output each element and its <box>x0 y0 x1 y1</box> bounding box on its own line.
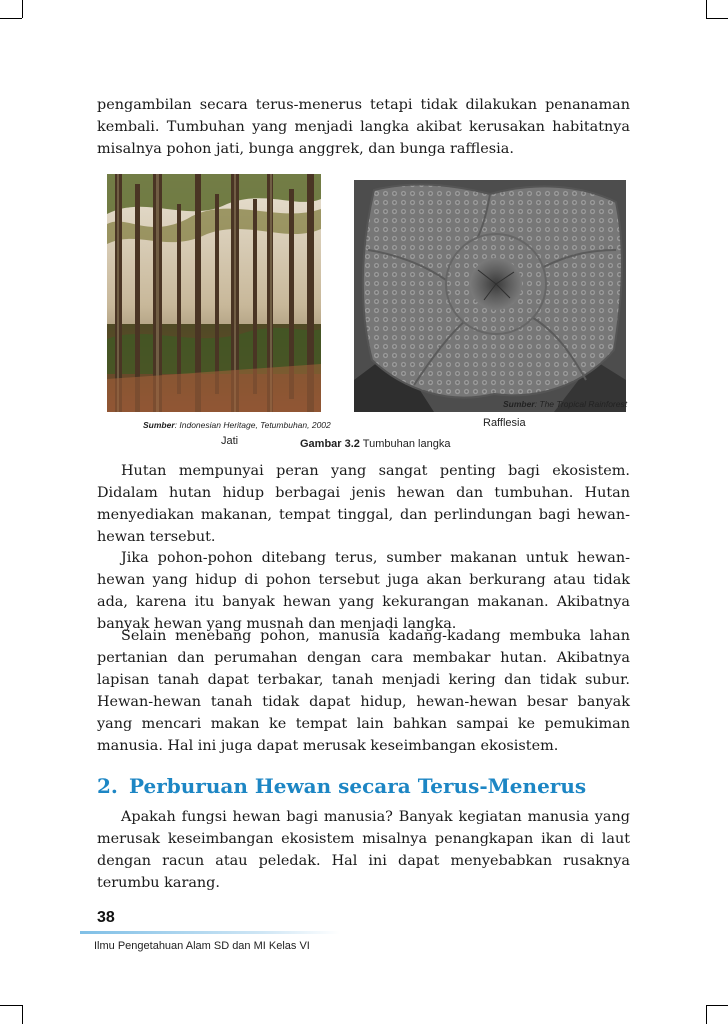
teak-forest-illustration <box>107 174 321 412</box>
footer-rule <box>80 931 340 934</box>
body-paragraph-2: Jika pohon-pohon ditebang terus, sumber makanan untuk hewan-hewan yang hidup di pohon tersebut juga akan berkurang atau tidak ada, karena itu banyak hewan yang kekurangan makanan. Akibatnya banyak hewan yang musnah dan menjadi langka. <box>97 550 630 632</box>
left-photo-source-text: : Indonesian Heritage, Tetumbuhan, 2002 <box>174 420 331 430</box>
left-photo-caption: Jati <box>221 435 239 447</box>
crop-mark-top-right-v <box>706 0 707 18</box>
section-heading <box>97 774 586 798</box>
right-photo-source-text: : The Tropical Rainforest <box>534 399 628 409</box>
body-paragraph-3: Selain menebang pohon, manusia kadang-kadang membuka lahan pertanian dan perumahan dengan cara membakar hutan. Akibatnya lapisan tanah dapat terbakar, tanah menjadi kering dan tidak subur. Hewan-hewan tanah tidak dapat hidup, hewan-hewan besar banyak yang mencari makan ke tempat lain bahkan sampai ke pemukiman manusia. Hal ini juga dapat merusak keseimbangan ekosistem. <box>97 628 630 754</box>
figure-caption <box>300 438 450 450</box>
section-number: 2. <box>97 774 118 798</box>
section-paragraph: Apakah fungsi hewan bagi manusia? Banyak kegiatan manusia yang merusak keseimbangan ekosistem misalnya penangkapan ikan di laut dengan racun atau peledak. Hal ini dapat menyebabkan rusaknya terumbu karang. <box>97 809 630 891</box>
crop-mark-bottom-left-h <box>0 1005 22 1006</box>
crop-mark-bottom-right-h <box>706 1005 728 1006</box>
teak-forest-photo <box>107 174 321 412</box>
body-paragraph-1: Hutan mempunyai peran yang sangat penting bagi ekosistem. Didalam hutan hidup berbagai jenis hewan dan tumbuhan. Hutan menyediakan makanan, tempat tinggal, dan perlindungan bagi hewan-hewan tersebut. <box>97 463 630 545</box>
right-photo-source <box>503 399 627 409</box>
rafflesia-photo <box>354 180 626 412</box>
crop-mark-top-left-h <box>0 18 22 19</box>
book-title: Ilmu Pengetahuan Alam SD dan MI Kelas VI <box>94 940 310 952</box>
crop-mark-top-left-v <box>22 0 23 18</box>
page-number: 38 <box>97 909 115 926</box>
crop-mark-bottom-right-v <box>706 1005 707 1024</box>
left-photo-source <box>143 420 331 430</box>
figure-label: Gambar 3.2 <box>300 438 360 450</box>
crop-mark-bottom-left-v <box>22 1005 23 1024</box>
figure-title: Tumbuhan langka <box>359 438 451 450</box>
section-title-text: Perburuan Hewan secara Terus-Menerus <box>129 774 587 798</box>
right-photo-source-label: Sumber <box>503 399 535 409</box>
rafflesia-illustration <box>354 180 626 412</box>
left-photo-source-label: Sumber <box>143 420 175 430</box>
right-photo-caption: Rafflesia <box>483 417 526 429</box>
crop-mark-top-right-h <box>706 18 728 19</box>
intro-paragraph: pengambilan secara terus-menerus tetapi tidak dilakukan penanaman kembali. Tumbuhan yang menjadi langka akibat kerusakan habitatnya misalnya pohon jati, bunga anggrek, dan bunga rafflesia. <box>97 97 630 157</box>
